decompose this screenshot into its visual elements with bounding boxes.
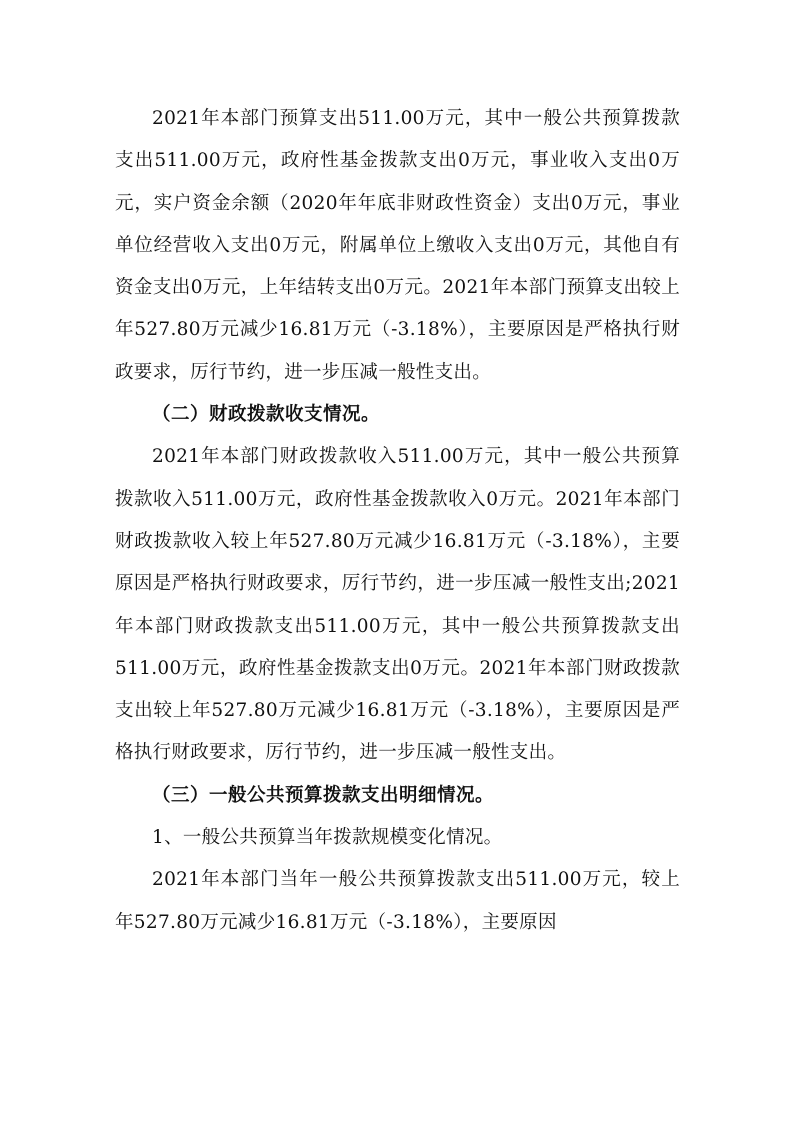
paragraph-general-budget-current-year: 2021年本部门当年一般公共预算拨款支出511.00万元，较上年527.80万元减少16.81万元（-3.18%），主要原因 [115,869,680,933]
paragraph-fiscal-appropriation: 2021年本部门财政拨款收入511.00万元，其中一般公共预算拨款收入511.00万元，政府性基金拨款收入0万元。2021年本部门财政拨款收入较上年527.80万元减少16.81万元（-3.18%），主要原因是严格执行财政要求，厉行节约，进一步压减一般性支出;2021年本部门财政拨款支出511.00万元，其中一般公共预算拨款支出511.00万元，政府性基金拨款支出0万元。2021年本部门财政拨款支出较上年527.80万元减少16.81万元（-3.18%），主要原因是严格执行财政要求，厉行节约，进一步压减一般性支出。 [115,446,680,764]
paragraph-budget-expenditure: 2021年本部门预算支出511.00万元，其中一般公共预算拨款支出511.00万元，政府性基金拨款支出0万元，事业收入支出0万元，实户资金余额（2020年年底非财政性资金）支出0万元，事业单位经营收入支出0万元，附属单位上缴收入支出0万元，其他自有资金支出0万元，上年结转支出0万元。2021年本部门预算支出较上年527.80万元减少16.81万元（-3.18%），主要原因是严格执行财政要求，厉行节约，进一步压减一般性支出。 [115,108,680,383]
document-body [115,98,680,944]
section-heading-fiscal-appropriation: （二）财政拨款收支情况。 [152,404,381,426]
section-heading-general-budget-detail: （三）一般公共预算拨款支出明细情况。 [152,784,495,806]
paragraph-subheading-scale-change: 1、一般公共预算当年拨款规模变化情况。 [152,827,503,849]
